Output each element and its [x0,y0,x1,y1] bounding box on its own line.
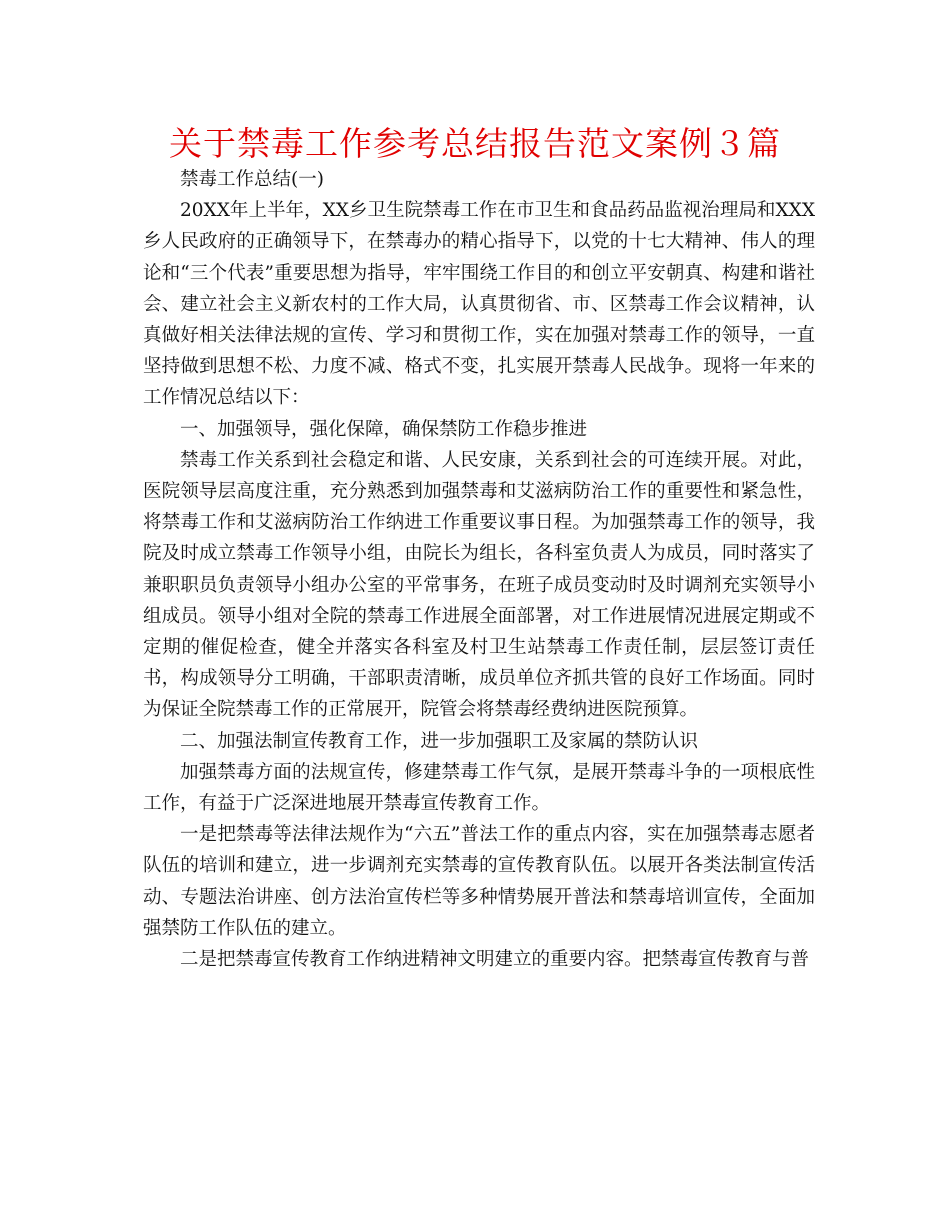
section-heading-legal-education: 二、加强法制宣传教育工作，进一步加强职工及家属的禁防认识 [180,730,699,752]
paragraph-point-one: 一是把禁毒等法律法规作为“六五”普法工作的重点内容，实在加强禁毒志愿者队伍的培训和建立，进一步调剂充实禁毒的宣传教育队伍。以展开各类法制宣传活动、专题法治讲座、创方法治宣传栏等多种情势展开普法和禁毒培训宣传，全面加强禁防工作队伍的建立。 [143,824,815,939]
paragraph-intro: 20XX年上半年，XX乡卫生院禁毒工作在市卫生和食品药品监视治理局和XXX乡人民政府的正确领导下，在禁毒办的精心指导下，以党的十七大精神、伟人的理论和“三个代表”重要思想为指导，牢牢围绕工作目的和创立平安朝真、构建和谐社会、建立社会主义新农村的工作大局，认真贯彻省、市、区禁毒工作会议精神，认真做好相关法律法规的宣传、学习和贯彻工作，实在加强对禁毒工作的领导，一直坚持做到思想不松、力度不减、格式不变，扎实展开禁毒人民战争。现将一年来的工作情况总结以下： [143,200,815,409]
document-body [143,164,815,975]
document-title: 关于禁毒工作参考总结报告范文案例３篇 [169,124,781,163]
paragraph-leadership: 禁毒工作关系到社会稳定和谐、人民安康，关系到社会的可连续开展。对此，医院领导层高度注重，充分熟悉到加强禁毒和艾滋病防治工作的重要性和紧急性，将禁毒工作和艾滋病防治工作纳进工作重要议事日程。为加强禁毒工作的领导，我院及时成立禁毒工作领导小组，由院长为组长，各科室负责人为成员，同时落实了兼职职员负责领导小组办公室的平常事务，在班子成员变动时及时调剂充实领导小组成员。领导小组对全院的禁毒工作进展全面部署，对工作进展情况进展定期或不定期的催促检查，健全并落实各科室及村卫生站禁毒工作责任制，层层签订责任书，构成领导分工明确，干部职责清晰，成员单位齐抓共管的良好工作场面。同时为保证全院禁毒工作的正常展开，院管会将禁毒经费纳进医院预算。 [143,449,815,721]
paragraph-legal-propaganda: 加强禁毒方面的法规宣传，修建禁毒工作气氛，是展开禁毒斗争的一项根底性工作，有益于广泛深进地展开禁毒宣传教育工作。 [143,761,815,815]
section-heading-leadership: 一、加强领导，强化保障，确保禁防工作稳步推进 [180,418,588,440]
section-heading-summary-one: 禁毒工作总结(一) [180,169,324,190]
paragraph-point-two: 二是把禁毒宣传教育工作纳进精神文明建立的重要内容。把禁毒宣传教育与普 [180,949,810,971]
